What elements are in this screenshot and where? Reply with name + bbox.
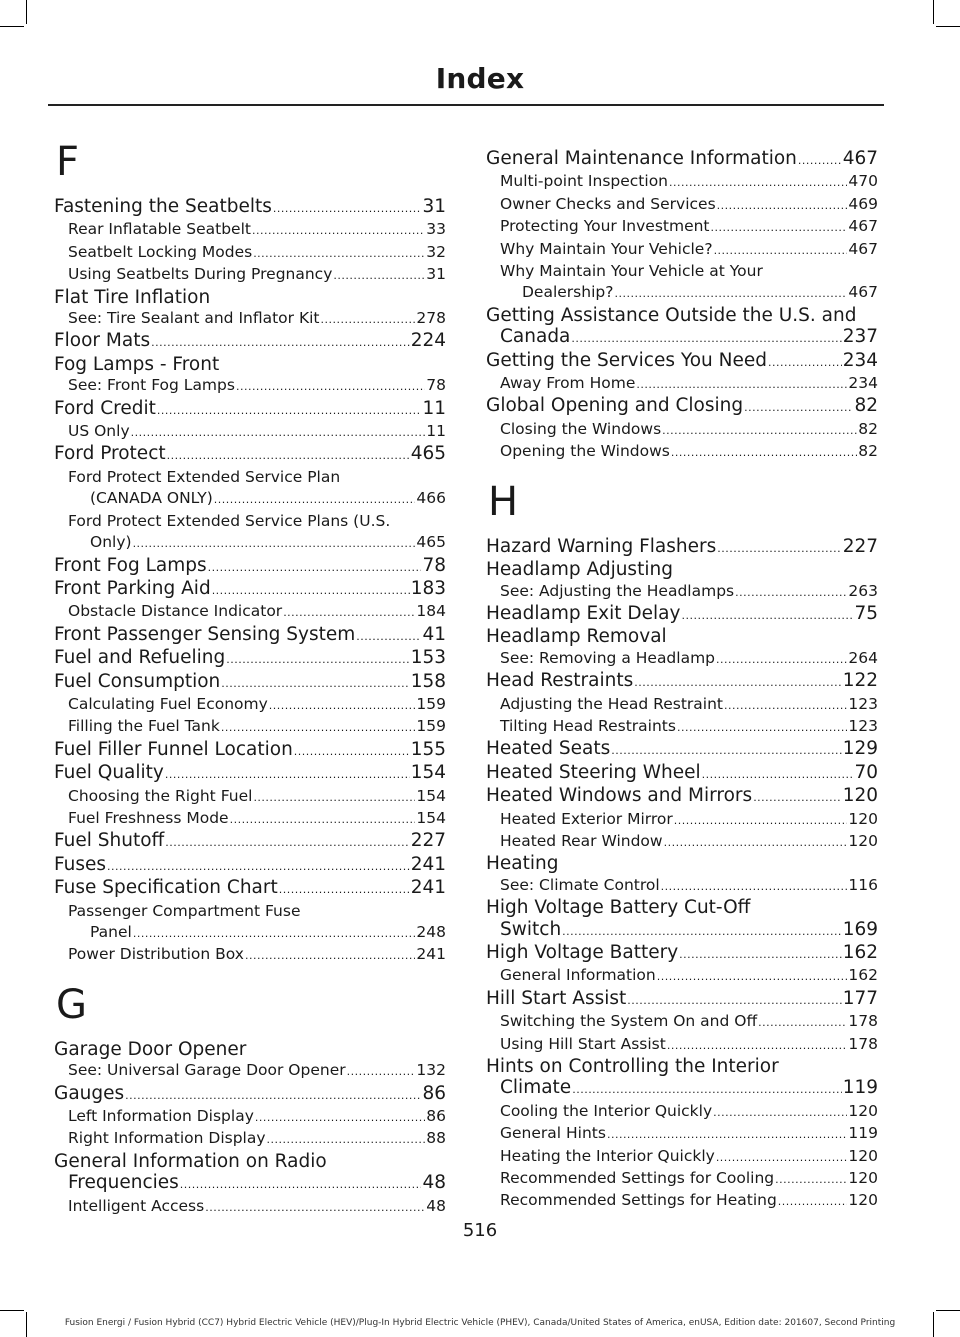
index-entry[interactable]: Fuel Filler Funnel Location ..... 155 [54, 739, 446, 762]
index-entry[interactable]: Fuel Consumption ..... 158 [54, 671, 446, 694]
index-subentry[interactable]: Tilting Head Restraints ..... 123 [486, 716, 878, 738]
index-heading: Headlamp Removal [486, 626, 667, 648]
index-entry[interactable]: Heated Steering Wheel ..... 70 [486, 762, 878, 785]
crop-mark [933, 0, 934, 24]
index-heading: General Information on Radio [54, 1150, 327, 1172]
index-subentry[interactable]: See: Universal Garage Door Opener ..... 132 [54, 1060, 446, 1082]
index-subentry-line: Ford Protect Extended Service Plan [68, 467, 341, 486]
index-subentry[interactable]: Recommended Settings for Cooling ..... 120 [486, 1168, 878, 1190]
index-entry[interactable]: Front Parking Aid ..... 183 [54, 578, 446, 601]
index-subentry-line: Why Maintain Your Vehicle at Your [500, 262, 763, 281]
index-entry[interactable]: Heated Windows and Mirrors ..... 120 [486, 785, 878, 808]
index-heading: Headlamp Adjusting [486, 559, 673, 581]
section-letter: G [56, 981, 87, 1028]
index-entry[interactable]: Gauges ..... 86 [54, 1083, 446, 1106]
index-subentry[interactable]: Obstacle Distance Indicator ..... 184 [54, 601, 446, 623]
index-entry[interactable]: Fuse Specification Chart ..... 241 [54, 877, 446, 900]
index-subentry[interactable]: Using Seatbelts During Pregnancy ..... 31 [54, 264, 446, 286]
index-subentry[interactable]: See: Adjusting the Headlamps ..... 263 [486, 581, 878, 603]
index-heading: Heating [486, 853, 559, 875]
index-entry[interactable]: Canada ..... 237 [486, 326, 878, 349]
index-subentry[interactable]: Intelligent Access ..... 48 [54, 1196, 446, 1218]
index-entry[interactable]: Fuel Quality ..... 154 [54, 762, 446, 785]
index-subentry[interactable]: Heating the Interior Quickly ..... 120 [486, 1146, 878, 1168]
index-subentry[interactable]: See: Removing a Headlamp ..... 264 [486, 648, 878, 670]
index-subentry[interactable]: Panel ..... 248 [54, 922, 446, 944]
index-subentry[interactable]: General Hints ..... 119 [486, 1123, 878, 1145]
index-subentry[interactable]: Adjusting the Head Restraint ..... 123 [486, 694, 878, 716]
index-heading: High Voltage Battery Cut-Off [486, 897, 751, 919]
index-heading: Fog Lamps - Front [54, 353, 220, 375]
index-heading: Getting Assistance Outside the U.S. and [486, 304, 857, 326]
page-number: 516 [462, 1220, 498, 1241]
index-column-right [486, 148, 878, 1213]
index-entry[interactable]: Fuel and Refueling ..... 153 [54, 647, 446, 670]
index-subentry[interactable]: Seatbelt Locking Modes ..... 32 [54, 242, 446, 264]
section-letter: F [56, 139, 80, 185]
index-heading: Flat Tire Inflation [54, 286, 211, 308]
index-subentry[interactable]: Opening the Windows ..... 82 [486, 441, 878, 463]
index-subentry[interactable]: Closing the Windows ..... 82 [486, 419, 878, 441]
index-entry[interactable]: Front Passenger Sensing System ..... 41 [54, 624, 446, 647]
index-entry[interactable]: Fuses ..... 241 [54, 854, 446, 877]
crop-mark [0, 26, 24, 27]
index-subentry[interactable]: Owner Checks and Services ..... 469 [486, 194, 878, 216]
index-subentry-line: Passenger Compartment Fuse [68, 901, 301, 920]
index-subentry[interactable]: Away From Home ..... 234 [486, 373, 878, 395]
index-entry[interactable]: Climate ..... 119 [486, 1077, 878, 1100]
section-letter: H [488, 478, 519, 525]
index-entry[interactable]: Global Opening and Closing ..... 82 [486, 395, 878, 418]
index-subentry[interactable]: Recommended Settings for Heating ..... 120 [486, 1190, 878, 1212]
index-entry[interactable]: Heated Seats ..... 129 [486, 738, 878, 761]
crop-mark [936, 1310, 960, 1311]
index-subentry[interactable]: US Only ..... 11 [54, 421, 446, 443]
index-subentry[interactable]: Calculating Fuel Economy ..... 159 [54, 694, 446, 716]
index-subentry[interactable]: Heated Rear Window ..... 120 [486, 831, 878, 853]
index-entry[interactable]: Front Fog Lamps ..... 78 [54, 555, 446, 578]
header-rule [48, 104, 884, 106]
index-subentry[interactable]: Multi-point Inspection ..... 470 [486, 171, 878, 193]
index-entry[interactable]: Floor Mats ..... 224 [54, 330, 446, 353]
index-entry[interactable]: Fastening the Seatbelts ..... 31 [54, 196, 446, 219]
index-subentry[interactable]: Protecting Your Investment ..... 467 [486, 216, 878, 238]
index-subentry[interactable]: Fuel Freshness Mode ..... 154 [54, 808, 446, 830]
index-subentry[interactable]: Left Information Display ..... 86 [54, 1106, 446, 1128]
index-entry[interactable]: Ford Protect ..... 465 [54, 443, 446, 466]
index-entry[interactable]: Switch ..... 169 [486, 919, 878, 942]
index-entry[interactable]: Hill Start Assist ..... 177 [486, 988, 878, 1011]
index-entry[interactable]: Headlamp Exit Delay ..... 75 [486, 603, 878, 626]
index-subentry[interactable]: Using Hill Start Assist ..... 178 [486, 1034, 878, 1056]
index-subentry[interactable]: Right Information Display ..... 88 [54, 1128, 446, 1150]
index-entry[interactable]: Hazard Warning Flashers ..... 227 [486, 536, 878, 559]
index-subentry[interactable]: Why Maintain Your Vehicle? ..... 467 [486, 239, 878, 261]
index-subentry[interactable]: Filling the Fuel Tank ..... 159 [54, 716, 446, 738]
index-subentry[interactable]: Switching the System On and Off ..... 178 [486, 1011, 878, 1033]
index-entry[interactable]: Head Restraints ..... 122 [486, 670, 878, 693]
index-entry[interactable]: Ford Credit ..... 11 [54, 398, 446, 421]
index-subentry[interactable]: (CANADA ONLY) ..... 466 [54, 488, 446, 510]
footer-text: Fusion Energi / Fusion Hybrid (CC7) Hybrid Electric Vehicle (HEV)/Plug-In Hybrid Electric Vehicle (PHEV), Canada/United States of America, enUSA, Edition date: 201607, Second Printing [64, 1318, 896, 1328]
index-entry[interactable]: Fuel Shutoff ..... 227 [54, 830, 446, 853]
page-title: Index [435, 62, 525, 95]
index-subentry[interactable]: Power Distribution Box ..... 241 [54, 944, 446, 966]
index-heading: Garage Door Opener [54, 1038, 247, 1060]
index-entry[interactable]: Getting the Services You Need ..... 234 [486, 350, 878, 373]
index-entry[interactable]: General Maintenance Information ..... 467 [486, 148, 878, 171]
index-subentry[interactable]: Choosing the Right Fuel ..... 154 [54, 786, 446, 808]
index-subentry[interactable]: See: Tire Sealant and Inflator Kit ..... 278 [54, 308, 446, 330]
crop-mark [26, 0, 27, 24]
index-subentry[interactable]: See: Climate Control ..... 116 [486, 875, 878, 897]
index-subentry-line: Ford Protect Extended Service Plans (U.S. [68, 511, 391, 530]
index-subentry[interactable]: General Information ..... 162 [486, 965, 878, 987]
crop-mark [936, 26, 960, 27]
index-subentry[interactable]: See: Front Fog Lamps ..... 78 [54, 375, 446, 397]
index-entry[interactable]: High Voltage Battery ..... 162 [486, 942, 878, 965]
index-subentry[interactable]: Rear Inflatable Seatbelt ..... 33 [54, 219, 446, 241]
index-entry[interactable]: Frequencies ..... 48 [54, 1172, 446, 1195]
index-subentry[interactable]: Heated Exterior Mirror ..... 120 [486, 809, 878, 831]
index-column-left [54, 136, 446, 1218]
index-heading: Hints on Controlling the Interior [486, 1056, 779, 1078]
index-subentry[interactable]: Cooling the Interior Quickly ..... 120 [486, 1101, 878, 1123]
index-subentry[interactable]: Only) ..... 465 [54, 532, 446, 554]
index-subentry[interactable]: Dealership? ..... 467 [486, 282, 878, 304]
crop-mark [0, 1310, 24, 1311]
